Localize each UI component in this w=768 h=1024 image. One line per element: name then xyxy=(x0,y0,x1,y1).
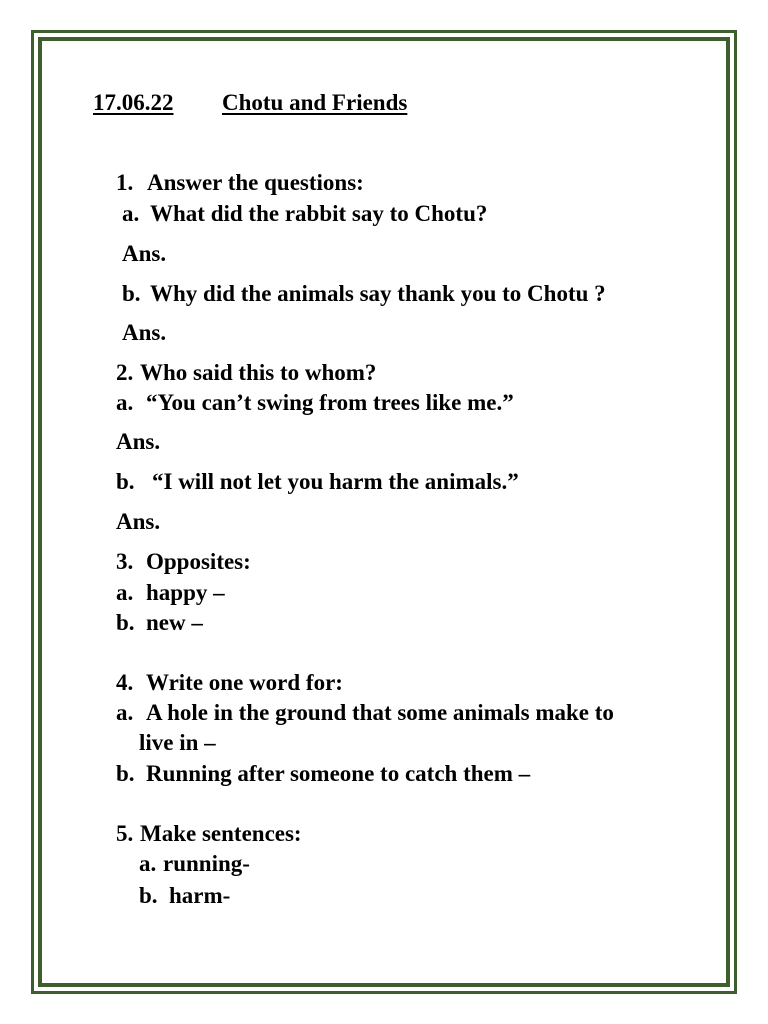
question-number: 1. xyxy=(116,170,134,195)
question-number: 5. xyxy=(116,821,134,846)
question-heading: Write one word for: xyxy=(146,670,343,695)
answer-label: Ans. xyxy=(116,429,161,454)
worksheet-date: 17.06.22 xyxy=(93,90,174,115)
sentence-word: harm- xyxy=(169,883,231,908)
quote-text: “I will not let you harm the animals.” xyxy=(152,469,519,494)
definition-text-continued: live in – xyxy=(139,730,216,755)
opposite-word: new – xyxy=(146,610,203,635)
sub-question-text: Why did the animals say thank you to Chotu ? xyxy=(150,281,606,306)
sub-question-letter: b. xyxy=(139,883,158,908)
sub-question-text: What did the rabbit say to Chotu? xyxy=(150,201,488,226)
question-heading: Make sentences: xyxy=(140,821,302,846)
question-heading: Opposites: xyxy=(146,549,251,574)
sub-question-letter: a. xyxy=(139,851,157,876)
sub-question-letter: a. xyxy=(122,201,140,226)
answer-label: Ans. xyxy=(122,320,167,345)
sub-question-letter: a. xyxy=(116,390,134,415)
sentence-word: running- xyxy=(163,851,250,876)
opposite-word: happy – xyxy=(146,580,225,605)
worksheet-title: Chotu and Friends xyxy=(222,90,408,115)
question-heading: Answer the questions: xyxy=(147,170,364,195)
sub-question-letter: b. xyxy=(116,469,135,494)
sub-question-letter: a. xyxy=(116,700,134,725)
answer-label: Ans. xyxy=(122,241,167,266)
question-heading: Who said this to whom? xyxy=(140,360,377,385)
question-number: 3. xyxy=(116,549,134,574)
sub-question-letter: a. xyxy=(116,580,134,605)
quote-text: “You can’t swing from trees like me.” xyxy=(146,390,514,415)
sub-question-letter: b. xyxy=(116,610,135,635)
definition-text: A hole in the ground that some animals make to xyxy=(146,700,614,725)
question-number: 4. xyxy=(116,670,134,695)
sub-question-letter: b. xyxy=(116,761,135,786)
sub-question-letter: b. xyxy=(122,281,141,306)
question-number: 2. xyxy=(116,360,134,385)
answer-label: Ans. xyxy=(116,509,161,534)
definition-text: Running after someone to catch them – xyxy=(146,761,531,786)
